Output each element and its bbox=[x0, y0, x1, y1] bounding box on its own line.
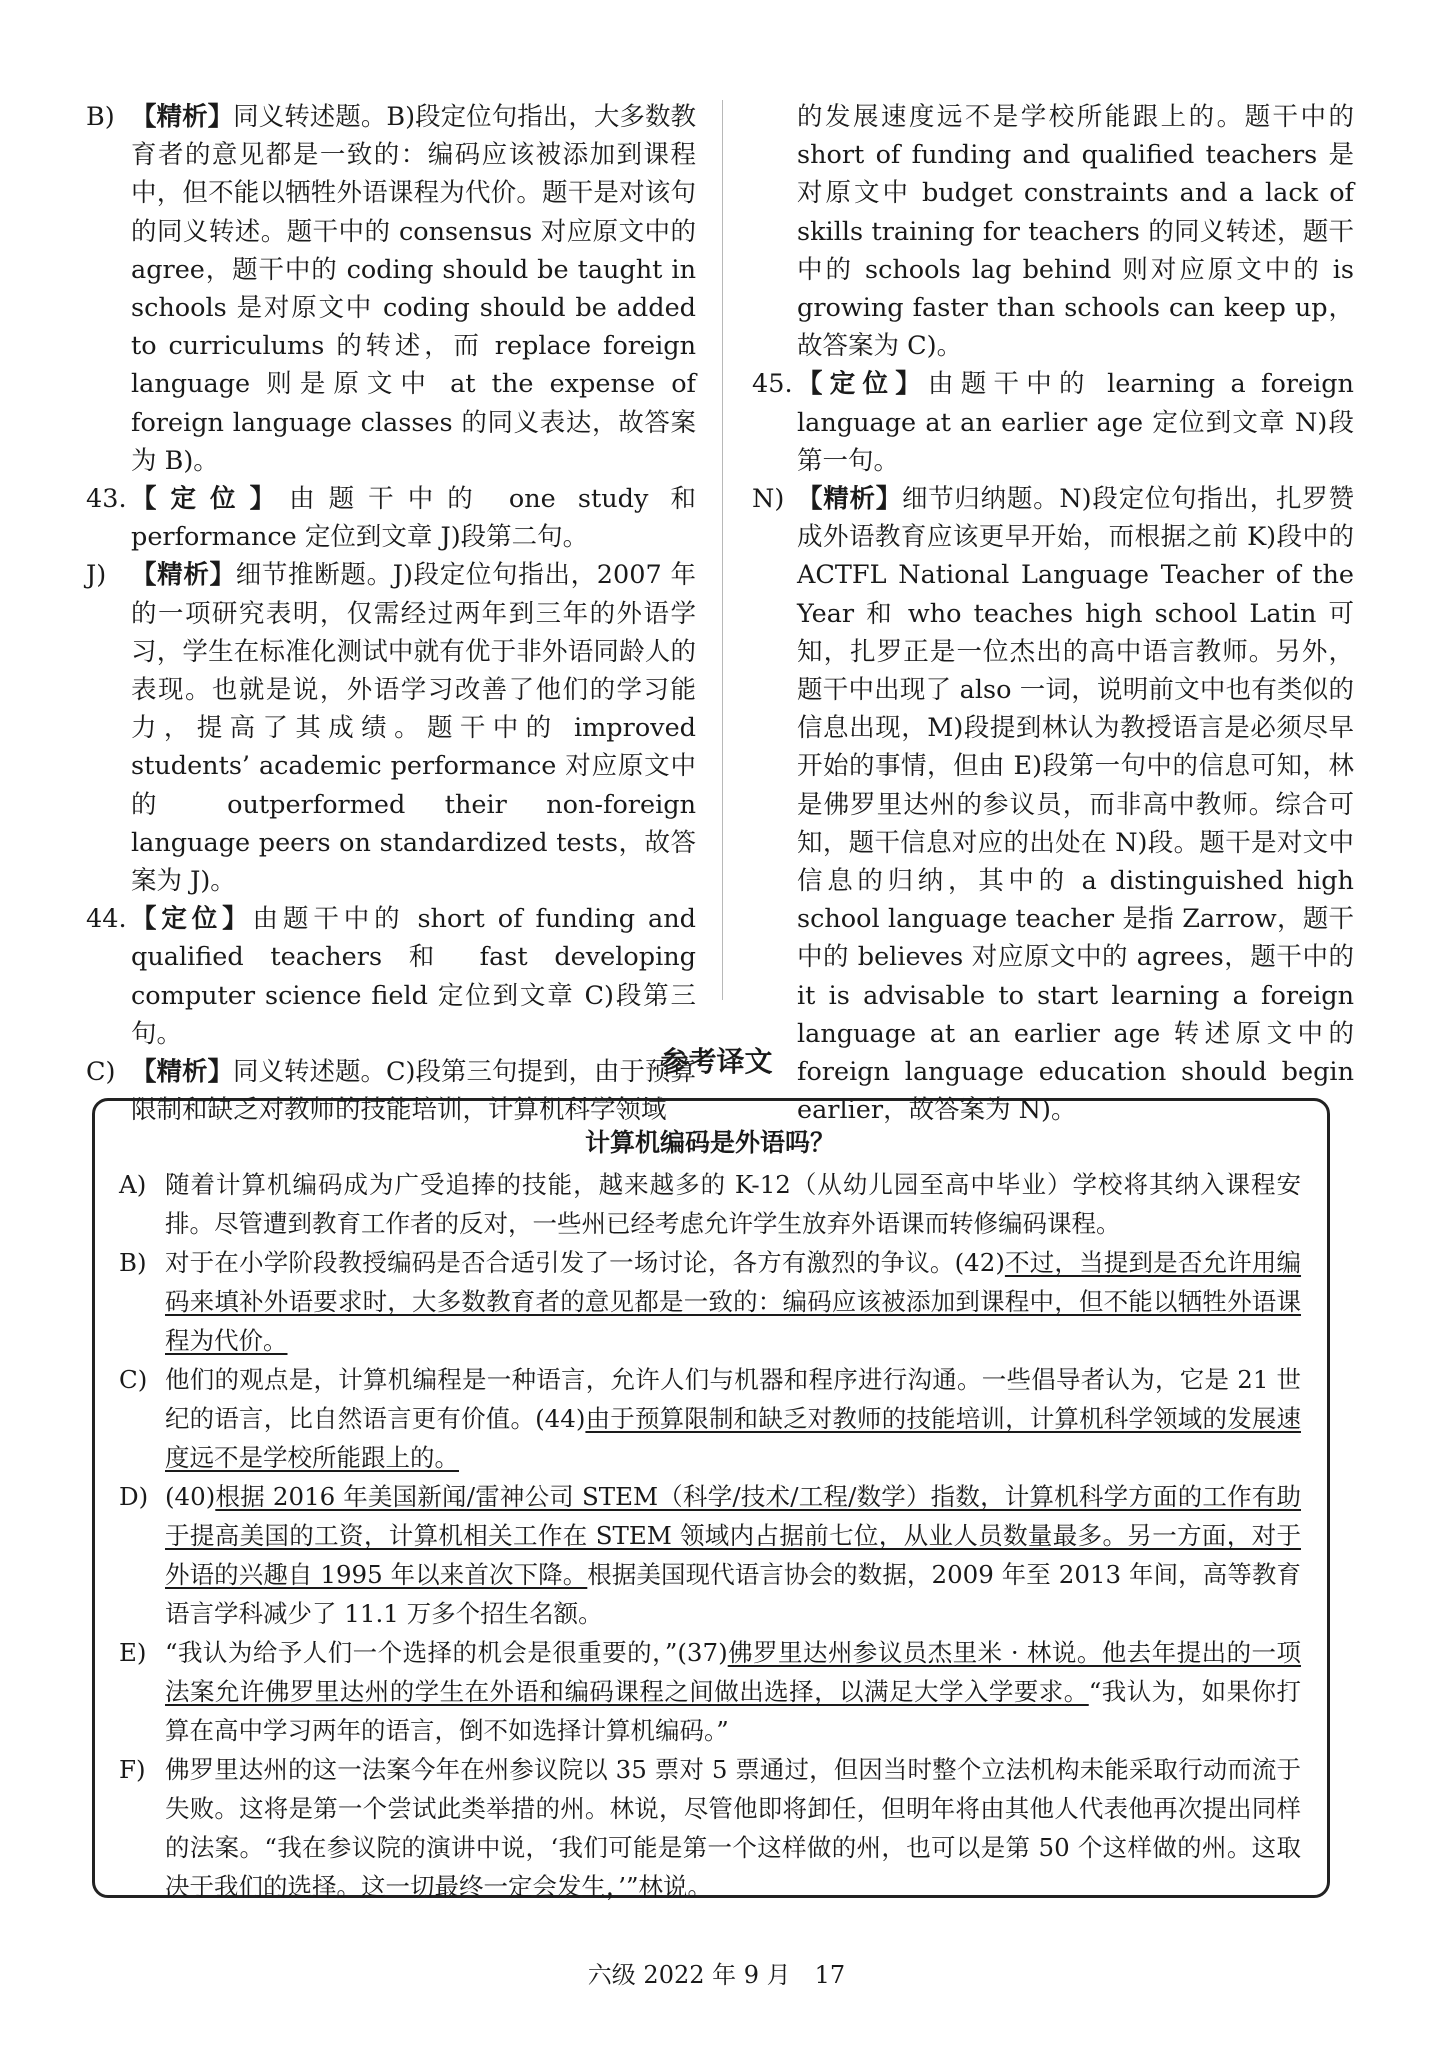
entry-label: 43. bbox=[86, 484, 127, 515]
translation-paragraph bbox=[119, 1165, 1301, 1243]
underlined-answer-text: 不过，当提到是否允许用编码来填补外语要求时，大多数教育者的意见都是一致的：编码应该被添加到课程中，但不能以牺牲外语课程为代价。 bbox=[165, 1248, 1302, 1355]
right-column bbox=[752, 98, 1354, 1129]
answer-entry bbox=[752, 98, 1354, 365]
entry-label: B) bbox=[86, 102, 115, 132]
paragraph-text: 随着计算机编码成为广受追捧的技能，越来越多的 K-12（从幼儿园至高中毕业）学校将其纳入课程安排。尽管遭到教育工作者的反对，一些州已经考虑允许学生放弃外语课而转修编码课程。 bbox=[165, 1170, 1301, 1238]
question-number: (37) bbox=[677, 1638, 728, 1667]
answer-entry bbox=[752, 365, 1354, 480]
question-number: (42) bbox=[954, 1248, 1005, 1277]
section-title: 参考译文 bbox=[660, 1045, 773, 1078]
entry-text: 细节归纳题。N)段定位句指出，扎罗赞成外语教育应该更早开始，而根据之前 K)段中的 ACTFL National Language Teacher of the Year 和 who teaches high school Latin 可知，扎罗正是一位杰出的高中语言教师。另外，题干中出现了 also 一词，说明前文中也有类似的信息出现，M)段提到林认为教授语言是必须尽早开始的事情，但由 E)段第一句中的信息可知，林是佛罗里达州的参议员，而非高中教师。综合可知，题干信息对应的出处在 N)段。题干是对文中信息的归纳，其中的 a distinguished high school language teacher 是指 Zarrow，题干中的 believes 对应原文中的 agrees，题干中的 it is advisable to start learning a foreign language at an earlier age 转述原文中的 foreign language education should begin earlier，故答案为 N)。 bbox=[797, 484, 1354, 1126]
entry-tag: 【定位】 bbox=[131, 904, 253, 935]
paragraph-text: 根据美国现代语言协会的数据，2009 年至 2013 年间，高等教育语言学科减少了 11.1 万多个招生名额。 bbox=[165, 1560, 1301, 1628]
entry-tag: 【精析】 bbox=[797, 484, 902, 515]
underlined-answer-text: 由于预算限制和缺乏对教师的技能培训，计算机科学领域的发展速度远不是学校所能跟上的。 bbox=[165, 1404, 1301, 1472]
entry-tag: 【精析】 bbox=[131, 102, 234, 132]
paragraph-text: “我认为给予人们一个选择的机会是很重要的，” bbox=[165, 1638, 678, 1667]
entry-label: J) bbox=[86, 560, 107, 591]
underlined-answer-text: 佛罗里达州参议员杰里米 · 林说。他去年提出的一项法案允许佛罗里达州的学生在外语和编码课程之间做出选择，以满足大学入学要求。 bbox=[165, 1638, 1301, 1706]
answer-entry bbox=[86, 900, 696, 1053]
question-number: (40) bbox=[165, 1482, 216, 1511]
translation-paragraph bbox=[119, 1750, 1301, 1906]
underlined-answer-text: 根据 2016 年美国新闻/雷神公司 STEM（科学/技术/工程/数学）指数，计算机科学方面的工作有助于提高美国的工资，计算机相关工作在 STEM 领域内占据前七位，从业人员数量最多。另一方面，对于外语的兴趣自 1995 年以来首次下降。 bbox=[165, 1482, 1301, 1589]
entry-tag: 【精析】 bbox=[131, 560, 236, 591]
entry-text: 同义转述题。C)段第三句提到，由于预算限制和缺乏对教师的技能培训，计算机科学领域 bbox=[131, 1057, 696, 1126]
paragraph-label: F) bbox=[119, 1755, 146, 1784]
entry-text: 由题干中的 learning a foreign language at an earlier age 定位到文章 N)段第一句。 bbox=[797, 369, 1354, 476]
entry-tag: 【定位】 bbox=[131, 484, 290, 515]
translation-paragraph bbox=[119, 1360, 1301, 1477]
paragraph-label: D) bbox=[119, 1482, 149, 1511]
paragraph-label: E) bbox=[119, 1638, 147, 1667]
paragraph-label: C) bbox=[119, 1365, 148, 1394]
entry-label: C) bbox=[86, 1057, 116, 1088]
answer-entry bbox=[86, 98, 696, 480]
question-number: (44) bbox=[535, 1404, 586, 1433]
entry-text: 的发展速度远不是学校所能跟上的。题干中的 short of funding and qualified teachers 是对原文中 budget constraints and a lack of skills training for teachers 的同义转述，题干中的 schools lag behind 则对应原文中的 is growing faster than schools can keep up，故答案为 C)。 bbox=[797, 102, 1354, 362]
entry-tag: 【精析】 bbox=[131, 1057, 234, 1088]
paragraph-text: “我认为，如果你打算在高中学习两年的语言，倒不如选择计算机编码。” bbox=[165, 1677, 1302, 1745]
entry-label: 44. bbox=[86, 904, 127, 935]
entry-text: 同义转述题。B)段定位句指出，大多数教育者的意见都是一致的：编码应该被添加到课程中，但不能以牺牲外语课程为代价。题干是对该句的同义转述。题干中的 consensus 对应原文中的 agree，题干中的 coding should be taught in schools 是对原文中 coding should be added to curriculums 的转述，而 replace foreign language 则是原文中 at the expense of foreign language classes 的同义表达，故答案为 B)。 bbox=[131, 102, 696, 476]
answer-entry bbox=[752, 480, 1354, 1129]
paragraph-text: 对于在小学阶段教授编码是否合适引发了一场讨论，各方有激烈的争议。 bbox=[165, 1248, 955, 1277]
translation-paragraphs bbox=[119, 1165, 1301, 1906]
translation-paragraph bbox=[119, 1633, 1301, 1750]
entry-tag: 【定位】 bbox=[797, 369, 929, 400]
answer-entry bbox=[86, 480, 696, 556]
paragraph-label: A) bbox=[119, 1170, 147, 1199]
translation-title: 计算机编码是外语吗？ bbox=[584, 1128, 835, 1157]
column-divider bbox=[722, 100, 723, 1000]
left-column bbox=[86, 98, 696, 1129]
entry-text: 由题干中的 short of funding and qualified teachers 和 fast developing computer science field 定位到文章 C)段第三句。 bbox=[131, 904, 696, 1049]
paragraph-text: 他们的观点是，计算机编程是一种语言，允许人们与机器和程序进行沟通。一些倡导者认为，它是 21 世纪的语言，比自然语言更有价值。 bbox=[165, 1365, 1301, 1433]
paragraph-label: B) bbox=[119, 1248, 147, 1277]
translation-box bbox=[92, 1098, 1330, 1901]
answer-entry bbox=[86, 556, 696, 900]
paragraph-text: 佛罗里达州的这一法案今年在州参议院以 35 票对 5 票通过，但因当时整个立法机构未能采取行动而流于失败。这将是第一个尝试此类举措的州。林说，尽管他即将卸任，但明年将由其他人代表他再次提出同样的法案。“我在参议院的演讲中说，‘我们可能是第一个这样做的州，也可以是第 50 个这样做的州。这取决于我们的选择。这一切最终一定会发生，’”林说。 bbox=[165, 1755, 1301, 1901]
page-footer: 六级 2022 年 9 月 17 bbox=[587, 1961, 846, 1989]
translation-paragraph bbox=[119, 1243, 1301, 1360]
entry-text: 由题干中的 one study 和 performance 定位到文章 J)段第二句。 bbox=[131, 484, 696, 553]
entry-label: N) bbox=[752, 484, 785, 515]
entry-text: 细节推断题。J)段定位句指出，2007 年的一项研究表明，仅需经过两年到三年的外语学习，学生在标准化测试中就有优于非外语同龄人的表现。也就是说，外语学习改善了他们的学习能力，提高了其成绩。题干中的 improved students’ academic performance 对应原文中的 outperformed their non-foreign language peers on standardized tests，故答案为 J)。 bbox=[131, 560, 696, 897]
entry-label: 45. bbox=[752, 369, 793, 400]
translation-paragraph bbox=[119, 1477, 1301, 1633]
